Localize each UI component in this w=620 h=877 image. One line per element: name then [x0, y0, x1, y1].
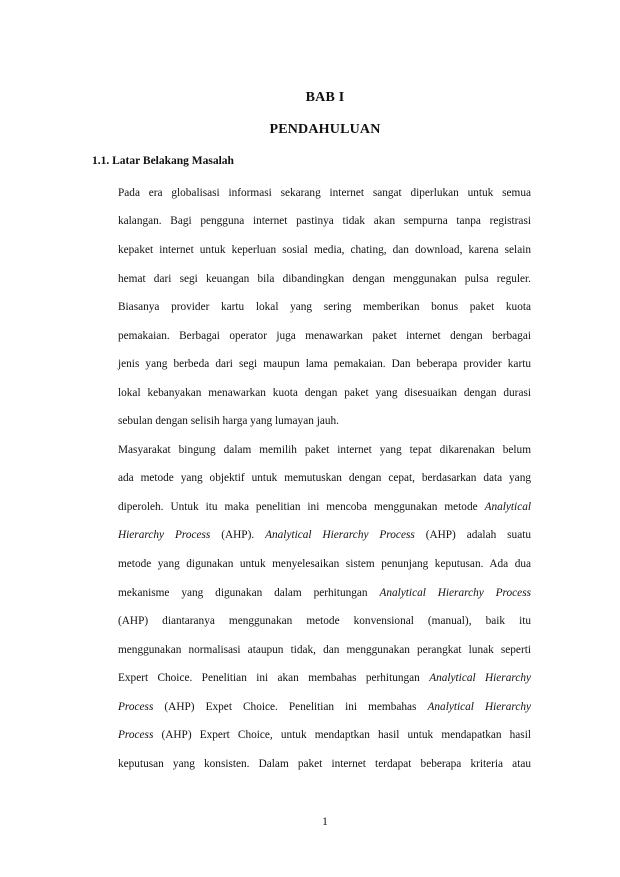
paragraph-line: keputusan yang konsisten. Dalam paket internet terdapat beberapa kriteria atau — [118, 758, 531, 770]
paragraph-line: mekanisme yang digunakan dalam perhitungan Analytical Hierarchy Process — [118, 587, 531, 599]
paragraph-line: jenis yang berbeda dari segi maupun lama pemakaian. Dan beberapa provider kartu — [118, 358, 531, 370]
paragraph-line: Process (AHP) Expet Choice. Penelitian ini membahas Analytical Hierarchy — [118, 701, 531, 713]
paragraph-line: Hierarchy Process (AHP). Analytical Hierarchy Process (AHP) adalah suatu — [118, 529, 532, 541]
paragraph-line: Masyarakat bingung dalam memilih paket internet yang tepat dikarenakan belum — [118, 444, 531, 456]
section-heading: 1.1. Latar Belakang Masalah — [92, 155, 234, 167]
paragraph-line: Biasanya provider kartu lokal yang sering memberikan bonus paket kuota — [118, 301, 531, 313]
chapter-number: BAB I — [305, 90, 345, 105]
paragraph-line: metode yang digunakan untuk menyelesaikan sistem penunjang keputusan. Ada dua — [118, 558, 531, 570]
paragraph-line: Process (AHP) Expert Choice, untuk mendaptkan hasil untuk mendapatkan hasil — [118, 729, 531, 741]
paragraph-line: lokal kebanyakan menawarkan kuota dengan paket yang disesuaikan dengan durasi — [118, 387, 531, 399]
paragraph-line: kalangan. Bagi pengguna internet pastinya tidak akan sempurna tanpa registrasi — [118, 215, 531, 227]
paragraph-line: pemakaian. Berbagai operator juga menawarkan paket internet dengan berbagai — [118, 330, 531, 342]
paragraph-line: Expert Choice. Penelitian ini akan membahas perhitungan Analytical Hierarchy — [118, 672, 531, 684]
paragraph-line: hemat dari segi keuangan bila dibandingkan dengan menggunakan pulsa reguler. — [118, 273, 531, 285]
paragraph-line: kepaket internet untuk keperluan sosial media, chating, dan download, karena selain — [118, 244, 531, 256]
paragraph-line: diperoleh. Untuk itu maka penelitian ini mencoba menggunakan metode Analytical — [118, 501, 531, 513]
paragraph-line: menggunakan normalisasi ataupun tidak, dan menggunakan perangkat lunak seperti — [118, 644, 531, 656]
paragraph-line: ada metode yang objektif untuk memutuskan dengan cepat, berdasarkan data yang — [118, 472, 531, 484]
paragraph-line: sebulan dengan selisih harga yang lumayan jauh. — [118, 415, 339, 427]
chapter-title: PENDAHULUAN — [269, 122, 381, 137]
page-number: 1 — [322, 816, 328, 828]
paragraph-line: Pada era globalisasi informasi sekarang internet sangat diperlukan untuk semua — [118, 187, 531, 199]
paragraph-line: (AHP) diantaranya menggunakan metode konvensional (manual), baik itu — [118, 615, 531, 627]
